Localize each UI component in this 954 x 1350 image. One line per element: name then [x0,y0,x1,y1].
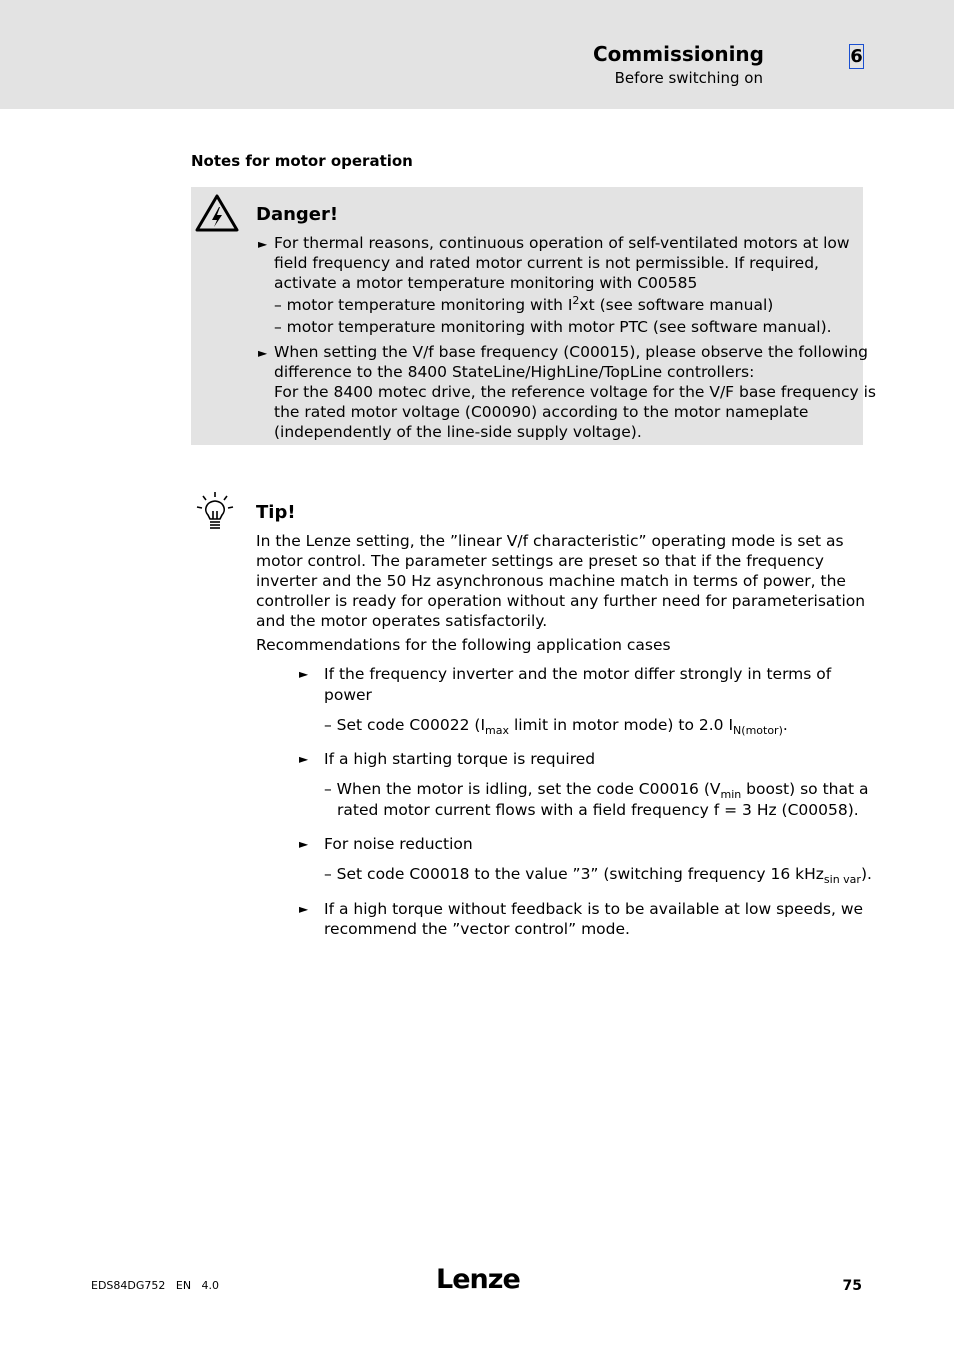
rec-2-detail-line-1 [324,779,869,802]
i2xt-text-a: – motor temperature monitoring with I [274,296,573,314]
rec-4-line-2: recommend the ”vector control” mode. [324,920,630,938]
danger-bullet-2-line-4: the rated motor voltage (C00090) according to the motor nameplate [274,403,809,421]
rec-2-line-1: If a high starting torque is required [324,750,596,768]
danger-bullet-2-line-1: When setting the V/f base frequency (C00015), please observe the following [274,343,869,361]
bullet-arrow-icon: ► [299,837,309,851]
danger-bullet-1-line-3: activate a motor temperature monitoring with C00585 [274,274,698,292]
danger-title: Danger! [256,204,339,225]
footer-doc-id: EDS84DG752 EN 4.0 [91,1279,220,1292]
rec-1-line-1: If the frequency inverter and the motor differ strongly in terms of [324,665,832,683]
i2xt-superscript: 2 [572,293,580,307]
tip-recommendations-intro: Recommendations for the following application cases [256,636,671,654]
bullet-arrow-icon: ► [258,237,268,251]
chapter-title: Commissioning [592,42,764,66]
rec-4-line-1: If a high torque without feedback is to be available at low speeds, we [324,900,864,918]
rec-1-line-2: power [324,686,372,704]
rec-3-line-1: For noise reduction [324,835,473,853]
danger-bullet-1-line-4 [274,295,773,315]
section-heading: Notes for motor operation [191,152,413,170]
rec-3-detail [324,864,872,887]
danger-bullet-2-line-2: difference to the 8400 StateLine/HighLine/TopLine controllers: [274,363,755,381]
i2xt-text-b: xt (see software manual) [579,296,774,314]
imax-subscript: max [485,724,510,738]
rec-1-detail-b: limit in motor mode) to 2.0 I [509,716,734,734]
rec-1-detail [324,715,788,738]
tip-para-line-1: In the Lenze setting, the ”linear V/f characteristic” operating mode is set as [256,532,844,550]
danger-bullet-1 [258,233,850,254]
bullet-arrow-icon: ► [258,346,268,360]
danger-bullet-1-line-1: For thermal reasons, continuous operation of self-ventilated motors at low [274,234,850,252]
light-bulb-icon [195,491,235,531]
in-motor-subscript: N(motor) [733,724,783,738]
warning-high-voltage-icon [195,193,239,233]
tip-title: Tip! [256,502,296,523]
tip-para-line-3: inverter and the 50 Hz asynchronous machine match in terms of power, the [256,572,846,590]
khz-subscript: sin var [823,873,861,887]
tip-para-line-4: controller is ready for operation without any further need for parameterisation [256,592,866,610]
rec-2-detail-line-2: rated motor current flows with a field frequency f = 3 Hz (C00058). [337,801,859,819]
bullet-arrow-icon: ► [299,752,309,766]
tip-para-line-5: and the motor operates satisfactorily. [256,612,548,630]
danger-bullet-2-line-5: (independently of the line-side supply voltage). [274,423,642,441]
lenze-logo: Lenze [436,1264,520,1295]
header-band [0,0,954,109]
danger-bullet-2 [258,342,868,363]
rec-3-detail-a: – Set code C00018 to the value ”3” (switching frequency 16 kHz [324,865,824,883]
rec-1-detail-c: . [782,716,788,734]
rec-3-detail-b: ). [860,865,872,883]
danger-bullet-1-line-5: – motor temperature monitoring with motor PTC (see software manual). [274,318,832,336]
danger-bullet-1-line-2: field frequency and rated motor current is not permissible. If required, [274,254,819,272]
vmin-subscript: min [720,788,742,802]
rec-1-detail-a: – Set code C00022 (I [324,716,486,734]
rec-2-detail-a: – When the motor is idling, set the code C00016 (V [324,780,721,798]
rec-2-detail-b: boost) so that a [741,780,869,798]
chapter-subtitle: Before switching on [614,69,763,87]
chapter-number-badge: 6 [850,46,863,67]
bullet-arrow-icon: ► [299,667,309,681]
tip-para-line-2: motor control. The parameter settings are preset so that if the frequency [256,552,824,570]
page-number: 75 [842,1278,862,1294]
danger-bullet-2-line-3: For the 8400 motec drive, the reference voltage for the V/F base frequency is [274,383,876,401]
bullet-arrow-icon: ► [299,902,309,916]
